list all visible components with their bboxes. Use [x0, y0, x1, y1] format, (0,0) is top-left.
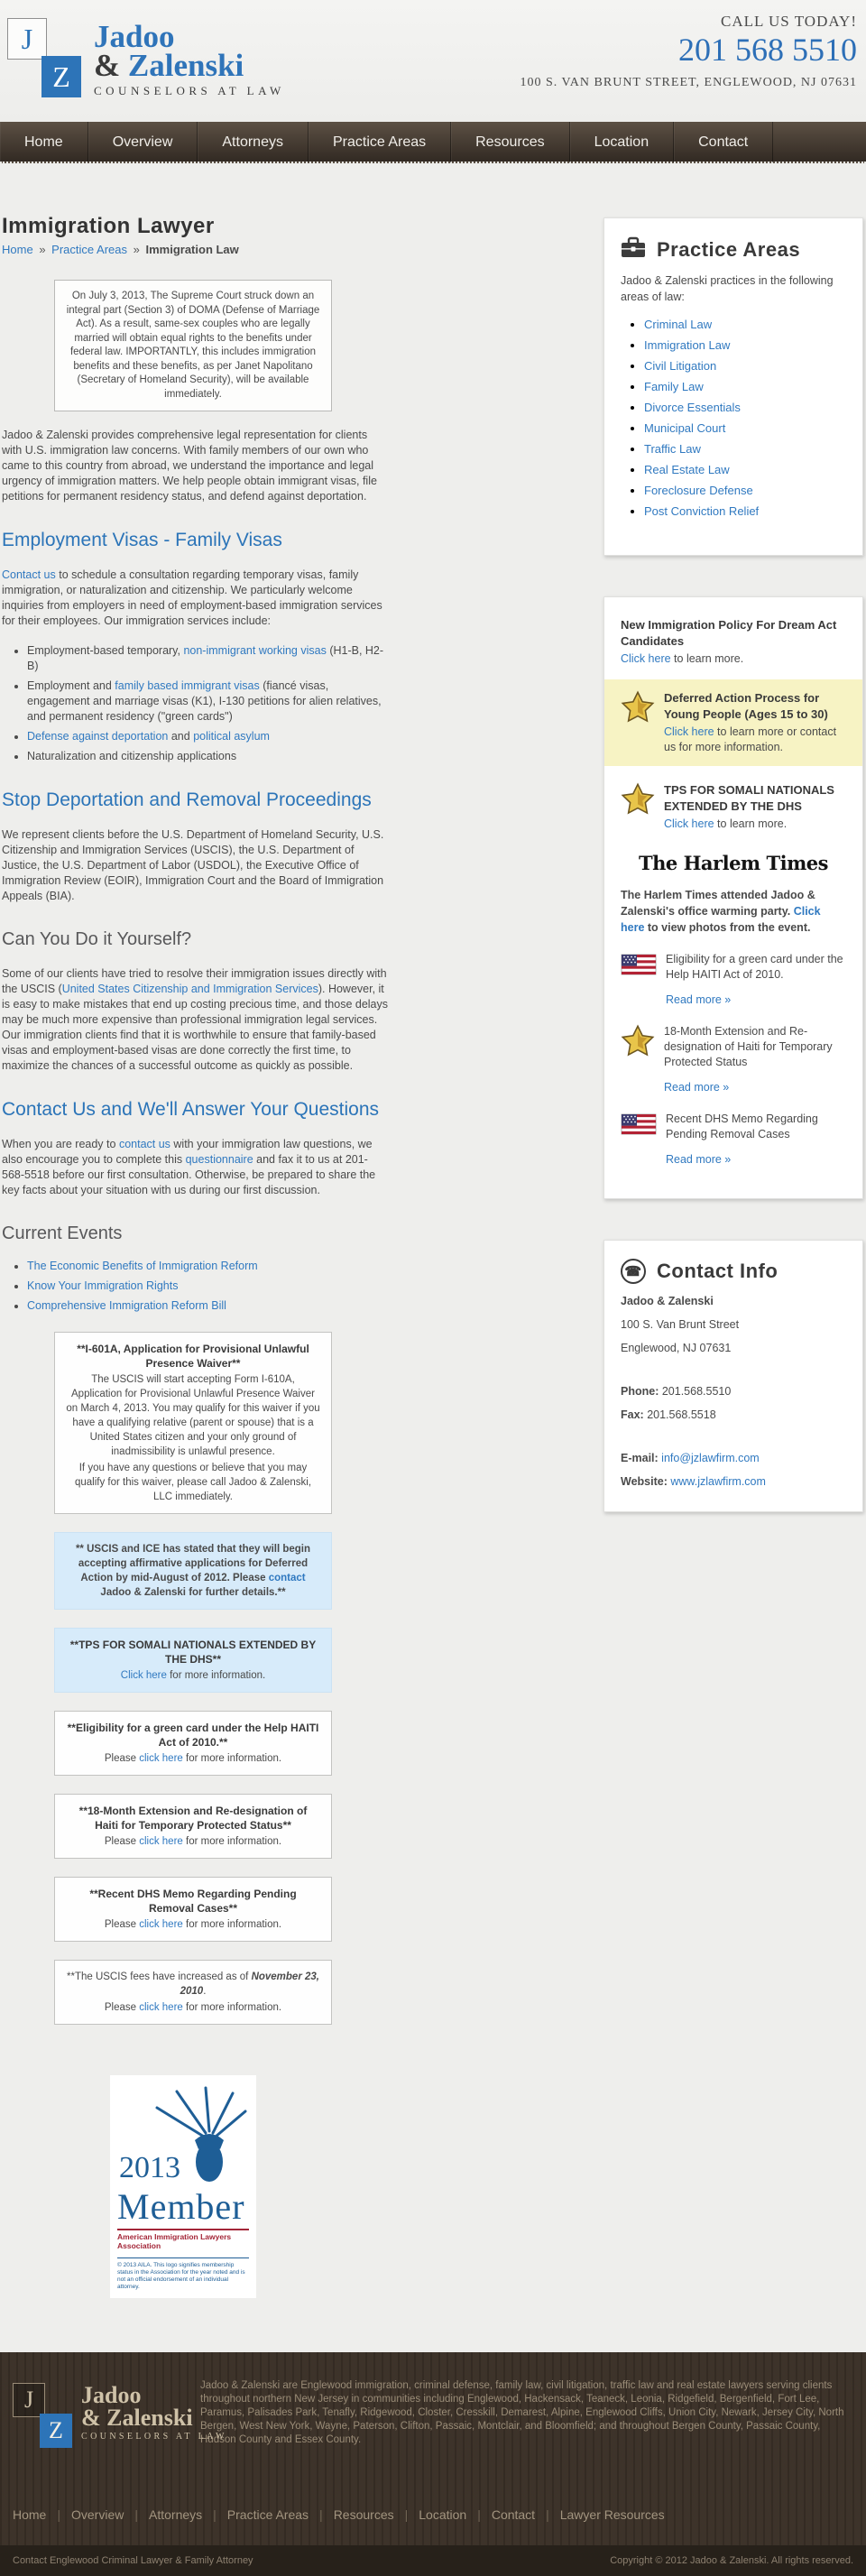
aila-disclaimer: © 2013 AILA. This logo signifies membership status in the Association for the year noted and is not an official endorsement of an individual attorney. [117, 2257, 249, 2291]
notice-haiti-18month [54, 1794, 332, 1859]
text-segment: **The USCIS fees have increased as of [67, 1971, 252, 1982]
email-link[interactable]: info@jzlawfirm.com [661, 1452, 760, 1464]
nav-item-contact[interactable]: Contact [674, 122, 773, 162]
text-segment: Employment and [27, 679, 115, 692]
list-item [27, 1279, 388, 1294]
dhs-memo-label: Recent DHS Memo Regarding Pending Removal Cases [666, 1113, 818, 1140]
practice-areas-title-row [621, 236, 846, 263]
us-flag-icon [621, 952, 657, 1008]
footer-nav [0, 2491, 866, 2545]
footer-logo-line2 [81, 2406, 227, 2430]
inline-link[interactable]: click here [139, 1919, 183, 1930]
contact-info-title-row [621, 1259, 846, 1284]
current-events-list [2, 1259, 388, 1314]
star-icon [621, 1024, 655, 1095]
event-link-economic[interactable]: The Economic Benefits of Immigration Reform [27, 1260, 258, 1272]
practice-areas-intro: Jadoo & Zalenski practices in the following areas of law: [621, 274, 834, 303]
content [0, 163, 866, 2352]
list-item [27, 679, 388, 725]
practice-link-immigration[interactable]: Immigration Law [644, 338, 731, 352]
notice-haiti-green [54, 1711, 332, 1776]
dhs-memo-text [666, 1112, 846, 1168]
logo-monogram [7, 5, 83, 101]
footer-nav-separator: | [477, 2507, 481, 2522]
website-label: Website: [621, 1475, 668, 1488]
footer-logo-line1: Jadoo [81, 2382, 142, 2408]
text-segment: Some of our clients have tried to resolve their immigration issues directly with the USCIS ( [2, 967, 387, 995]
deferred-action-highlight [604, 679, 862, 766]
aila-year: 2013 [119, 2151, 180, 2184]
haiti-18month-label: 18-Month Extension and Re-designation of Haiti for Temporary Protected Status [664, 1025, 833, 1068]
logo-wordmark [94, 5, 285, 101]
inline-link[interactable]: family based immigrant visas [115, 679, 260, 692]
list-item [27, 1298, 388, 1314]
footer-logo[interactable] [13, 2376, 227, 2482]
notice-body: If you have any questions or believe that you may qualify for this waiver, please call Jadoo & Zalenski, LLC immediately. [74, 1463, 312, 1502]
text-segment: for more information. [182, 2002, 282, 2013]
nav-item-overview[interactable]: Overview [88, 122, 198, 162]
practice-areas-list [621, 318, 846, 519]
haiti-green-card-item [621, 952, 846, 1008]
logo-line1: Jadoo [94, 19, 175, 54]
inline-link[interactable]: click here [139, 2002, 183, 2013]
footer-copyright: Copyright © 2012 Jadoo & Zalenski. All rights reserved. [610, 2555, 853, 2566]
header-address: 100 S. VAN BRUNT STREET, ENGLEWOOD, NJ 07631 [520, 76, 857, 89]
harlem-times-logo: The Harlem Times [639, 852, 828, 874]
inline-link[interactable]: Click here [664, 725, 714, 738]
contact-address-line1: 100 S. Van Brunt Street [621, 1318, 740, 1331]
inline-link[interactable]: political asylum [193, 730, 270, 743]
dream-act-line [621, 651, 846, 667]
list-item [644, 442, 846, 457]
list-item [27, 1259, 388, 1274]
aila-member-badge [110, 2075, 256, 2298]
contact-phone-line [621, 1383, 846, 1399]
footer-logo-wordmark [81, 2382, 227, 2442]
footer-nav-attorneys[interactable]: Attorneys [149, 2507, 203, 2522]
text-segment: to learn more. [670, 652, 744, 665]
text-segment: Please [104, 2002, 140, 2013]
harlem-times-paragraph [621, 887, 846, 936]
footer-nav-separator: | [546, 2507, 549, 2522]
text-segment: to learn more or contact us for more information. [664, 725, 837, 753]
text-segment: Naturalization and citizenship applications [27, 750, 237, 762]
contact-fax-line [621, 1407, 846, 1423]
practice-link-civil[interactable]: Civil Litigation [644, 359, 717, 373]
logo-tagline: COUNSELORS AT LAW [94, 84, 285, 97]
breadcrumb-current: Immigration Law [145, 243, 239, 256]
aila-member-word: Member [117, 2186, 245, 2227]
footer-nav-practice-areas[interactable]: Practice Areas [226, 2507, 309, 2522]
nav-item-practice-areas[interactable]: Practice Areas [309, 122, 451, 162]
list-item [644, 318, 846, 332]
notice-uscis-ice [54, 1532, 332, 1610]
dream-act-title: New Immigration Policy For Dream Act Candidates [621, 618, 837, 648]
footer-bottom-bar [0, 2545, 866, 2576]
list-item [644, 380, 846, 394]
list-item [27, 643, 388, 674]
section-heading-employment: Employment Visas - Family Visas [2, 530, 282, 550]
text-segment: Employment-based temporary, [27, 644, 184, 657]
notice-title: **Recent DHS Memo Regarding Pending Removal Cases** [89, 1888, 297, 1915]
star-icon [621, 782, 655, 832]
contact-website-line [621, 1473, 846, 1490]
footer-nav-lawyer-resources[interactable]: Lawyer Resources [559, 2507, 665, 2522]
haiti-green-card-label: Eligibility for a green card under the Help HAITI Act of 2010. [666, 953, 843, 981]
contact-address-line2: Englewood, NJ 07631 [621, 1342, 732, 1354]
footer-nav-contact[interactable]: Contact [491, 2507, 536, 2522]
footer-nav-home[interactable]: Home [13, 2507, 47, 2522]
notice-title: **18-Month Extension and Re-designation of Haiti for Temporary Protected Status** [78, 1805, 308, 1832]
text-segment: and [168, 730, 194, 743]
text-segment: to schedule a consultation regarding temporary visas, family immigration, or naturalization and citizenship. We particularly welcome inquiries from employers in need of employment-based immigration services for their employees. Our immigration services include: [2, 568, 382, 627]
practice-link-traffic[interactable]: Traffic Law [644, 442, 701, 456]
practice-link-family[interactable]: Family Law [644, 380, 704, 393]
nav-item-attorneys[interactable]: Attorneys [198, 122, 309, 162]
tps-somali-item [621, 782, 846, 832]
briefcase-icon [621, 236, 646, 263]
footer [0, 2352, 866, 2576]
practice-areas-title: Practice Areas [657, 238, 801, 261]
notice-body [66, 1751, 320, 1766]
notice-body [66, 2000, 320, 2015]
breadcrumb-practice-areas[interactable]: Practice Areas [51, 243, 127, 256]
text-segment: with your immigration law questions, we also encourage you to complete this [2, 1138, 373, 1166]
phone-circle-icon: ☎ [621, 1259, 646, 1284]
services-list [2, 643, 388, 764]
footer-nav-separator: | [57, 2507, 60, 2522]
practice-link-foreclosure[interactable]: Foreclosure Defense [644, 484, 753, 497]
inline-link[interactable]: contact [268, 1573, 306, 1583]
contact-email-line [621, 1450, 846, 1466]
inline-link[interactable]: click here [139, 1836, 183, 1847]
footer-logo-zalenski: Zalenski [106, 2405, 193, 2431]
contact-info-widget [603, 1240, 863, 1512]
footer-description: Jadoo & Zalenski are Englewood immigration, criminal defense, family law, civil litigation, traffic law and real estate lawyers serving clients throughout northern New Jersey in communities including Englewood, Hackensack, Teaneck, Leonia, Ridgefield, Bergenfield, Fort Lee, Paramus, Palisades Park, Tenafly, Ridgewood, Closter, Cresskill, Demarest, Alpine, Englewood Cliffs, Union City, Newark, Jersey City, North Bergen, West New York, Wayne, Paterson, Clifton, Passaic, Montclair, and Bloomfield; and throughout Bergen County, Passaic County, Hudson County and Essex County. [200, 2380, 844, 2445]
inline-link[interactable]: Click here [621, 652, 671, 665]
list-item [644, 359, 846, 374]
practice-link-municipal[interactable]: Municipal Court [644, 421, 726, 435]
website-link[interactable]: www.jzlawfirm.com [670, 1475, 766, 1488]
header-phone-number: 201 568 5510 [678, 32, 857, 68]
phone-label: Phone: [621, 1385, 659, 1398]
doma-notice-box: On July 3, 2013, The Supreme Court struck down an integral part (Section 3) of DOMA (Defense of Marriage Act). As a result, same-sex couples who are legally married will obtain equal rights to the benefits under federal law. IMPORTANTLY, this includes immigration benefits and these benefits, as per Janet Napolitano (Secretary of Homeland Security), will be available immediately. [54, 280, 332, 411]
text-segment: for more information. [182, 1919, 282, 1930]
employment-paragraph [2, 568, 388, 629]
notice-body [66, 1917, 320, 1932]
read-more-link[interactable]: Read more » [664, 1081, 730, 1094]
main-column [2, 163, 388, 2325]
footer-logo-j-box: J [13, 2383, 45, 2417]
footer-logo-tagline: COUNSELORS AT LAW [81, 2432, 227, 2442]
text-segment: Please [104, 1919, 140, 1930]
practice-link-divorce[interactable]: Divorce Essentials [644, 401, 741, 414]
yourself-paragraph [2, 966, 388, 1074]
text-segment: (H1-B, H2-B) [27, 644, 384, 672]
dhs-memo-item [621, 1112, 846, 1168]
inline-link[interactable]: United States Citizenship and Immigration Services [61, 983, 318, 995]
text-segment: for more information. [166, 1670, 266, 1681]
text-segment: November 23, 2010 [180, 1971, 319, 1997]
breadcrumb-home[interactable]: Home [2, 243, 33, 256]
inline-link[interactable]: click here [139, 1753, 183, 1764]
firm-logo[interactable] [7, 5, 285, 101]
read-more-link[interactable]: Read more » [666, 1153, 732, 1166]
text-segment: and fax it to us at 201-568-5518 before our first consultation. Otherwise, be prepared to share the key facts about your situation with us during our first discussion. [2, 1153, 376, 1196]
page-title: Immigration Lawyer [2, 214, 215, 238]
contact-paragraph [2, 1137, 388, 1198]
haiti-18month-item [621, 1024, 846, 1095]
main-nav [0, 122, 866, 163]
breadcrumb-separator: » [133, 243, 140, 256]
section-heading-events: Current Events [2, 1223, 123, 1243]
notice-dhs-memo [54, 1877, 332, 1942]
text-segment: Jadoo & Zalenski for further details.** [100, 1587, 286, 1598]
contact-info-title: Contact Info [657, 1260, 778, 1282]
intro-paragraph: Jadoo & Zalenski provides comprehensive legal representation for clients with U.S. immigration law concerns. With family members of our own who came to this country from abroad, we understand the importance and legal urgency of immigration matters. We help people obtain immigrant visas, file petitions for permanent residency status, and defend against deportation. [2, 429, 377, 503]
header-contact [520, 13, 857, 90]
haiti-green-card-text [666, 952, 846, 1008]
text-segment: When you are ready to [2, 1138, 119, 1150]
deferred-action-text [664, 690, 846, 755]
notice-fees [54, 1960, 332, 2025]
list-item [27, 729, 388, 744]
text-segment: for more information. [182, 1753, 282, 1764]
inline-link[interactable]: Defense against deportation [27, 730, 169, 743]
inline-link[interactable]: Click here [664, 817, 714, 830]
inline-link[interactable]: questionnaire [185, 1153, 253, 1166]
footer-nav-separator: | [319, 2507, 323, 2522]
footer-nav-separator: | [213, 2507, 216, 2522]
notice-tps [54, 1628, 332, 1693]
inline-link[interactable]: Click here [120, 1670, 167, 1681]
text-segment: Please [104, 1836, 140, 1847]
list-item [644, 463, 846, 477]
text-segment: The Harlem Times [621, 889, 718, 901]
text-segment: to view photos from the event. [644, 921, 811, 934]
call-us-today-label: CALL US TODAY! [721, 13, 857, 30]
header [0, 0, 866, 122]
nav-item-home[interactable]: Home [0, 122, 88, 162]
inline-link[interactable]: Click here [621, 905, 821, 934]
inline-link[interactable]: Contact us [2, 568, 56, 581]
tps-somali-text [664, 782, 846, 832]
fax-value: 201.568.5518 [647, 1408, 716, 1421]
logo-ampersand: & [94, 48, 121, 83]
practice-link-realestate[interactable]: Real Estate Law [644, 463, 730, 476]
aila-badge-top [117, 2084, 249, 2189]
footer-contact-text: Contact Englewood Criminal Lawyer & Family Attorney [13, 2555, 253, 2566]
tps-somali-line [664, 817, 846, 832]
tps-somali-title: TPS FOR SOMALI NATIONALS EXTENDED BY THE DHS [664, 783, 834, 813]
inline-link[interactable]: contact us [118, 1138, 170, 1150]
email-label: E-mail: [621, 1452, 659, 1464]
text-segment: attended Jadoo & Zalenski's office warming party. [621, 889, 815, 918]
text-segment: . [203, 1986, 207, 1997]
phone-value: 201.568.5510 [661, 1385, 732, 1398]
haiti-18month-text [664, 1024, 846, 1095]
footer-nav-separator: | [134, 2507, 138, 2522]
notice-title: **Eligibility for a green card under the Help HAITI Act of 2010.** [67, 1722, 319, 1749]
notice-title: **I-601A, Application for Provisional Unlawful Presence Waiver** [77, 1343, 309, 1370]
footer-nav-separator: | [404, 2507, 409, 2522]
inline-link[interactable]: non-immigrant working visas [183, 644, 327, 657]
nav-item-location[interactable]: Location [570, 122, 675, 162]
breadcrumb [2, 243, 388, 256]
notice-i601a [54, 1332, 332, 1514]
footer-logo-ampersand: & [81, 2405, 101, 2431]
us-flag-icon [621, 1112, 657, 1168]
breadcrumb-separator: » [39, 243, 46, 256]
text-segment: ). However, it is easy to make mistakes that end up costing precious time, and those delays may be much more expensive than professional immigration legal services. Our immigration clients find that it is worthwhile to ensure that family-based visas and employment-based visas are done correctly the first time, to maximize the chances of a successful outcome as quickly as possible. [2, 983, 389, 1072]
footer-nav-location[interactable]: Location [419, 2507, 467, 2522]
text-segment: ** USCIS and ICE has stated that they will begin accepting affirmative applications for Deferred Action by mid-August of 2012. Please [75, 1544, 311, 1583]
star-icon [621, 690, 655, 755]
list-item [644, 504, 846, 519]
section-heading-yourself: Can You Do it Yourself? [2, 929, 192, 949]
logo-line2 [94, 48, 285, 83]
contact-firm-name: Jadoo & Zalenski [621, 1295, 714, 1307]
nav-item-resources[interactable]: Resources [451, 122, 569, 162]
event-link-reform-bill[interactable]: Comprehensive Immigration Reform Bill [27, 1299, 226, 1312]
sidebar [603, 217, 863, 1553]
fax-label: Fax: [621, 1408, 644, 1421]
footer-nav-resources[interactable]: Resources [333, 2507, 394, 2522]
text-segment: for more information. [182, 1836, 282, 1847]
list-item [644, 338, 846, 353]
list-item [644, 401, 846, 415]
deferred-action-title: Deferred Action Process for Young People (Ages 15 to 30) [664, 691, 828, 721]
logo-z-box: Z [41, 56, 81, 97]
practice-areas-widget [603, 217, 863, 556]
text-segment: Please [104, 1753, 140, 1764]
footer-top [0, 2352, 866, 2491]
notice-title: **TPS FOR SOMALI NATIONALS EXTENDED BY THE DHS** [69, 1639, 317, 1666]
list-item [644, 421, 846, 436]
list-item [644, 484, 846, 498]
footer-nav-overview[interactable]: Overview [71, 2507, 124, 2522]
deportation-paragraph: We represent clients before the U.S. Department of Homeland Security, U.S. Citizenship and Immigration Services (USCIS), the U.S. Department of Justice, the U.S. Department of Labor (USDOL), the Executive Office of Immigration Review (EOIR), Immigration Court and the Board of Immigration Appeals (BIA). [2, 828, 384, 902]
notice-body [66, 1834, 320, 1849]
logo-j-box: J [7, 18, 47, 60]
text-segment: (fiancé visas, engagement and marriage visas (K1), I-130 petitions for alien relatives, and permanent residency ("green cards") [27, 679, 382, 723]
notice-body: The USCIS will start accepting Form I-610A, Application for Provisional Unlawful Presence Waiver on March 4, 2013. You may qualify for this waiver if you have a qualifying relative (parent or spouse) that is a United States citizen and your only ground of inadmissibility is unlawful presence. [66, 1374, 320, 1457]
list-item [27, 749, 388, 764]
practice-link-criminal[interactable]: Criminal Law [644, 318, 713, 331]
notice-title [66, 1970, 320, 1999]
aila-association-name: American Immigration Lawyers Association [117, 2229, 249, 2250]
section-heading-contact: Contact Us and We'll Answer Your Questions [2, 1099, 380, 1120]
footer-logo-z-box: Z [40, 2414, 72, 2448]
event-link-rights[interactable]: Know Your Immigration Rights [27, 1279, 179, 1292]
read-more-link[interactable]: Read more » [666, 993, 732, 1006]
logo-zalenski: Zalenski [127, 48, 244, 83]
practice-link-postconviction[interactable]: Post Conviction Relief [644, 504, 760, 518]
notice-body [66, 1668, 320, 1683]
deferred-action-line [664, 725, 846, 755]
news-widget [603, 596, 863, 1199]
text-segment: to learn more. [714, 817, 788, 830]
section-heading-deportation: Stop Deportation and Removal Proceedings [2, 789, 372, 810]
